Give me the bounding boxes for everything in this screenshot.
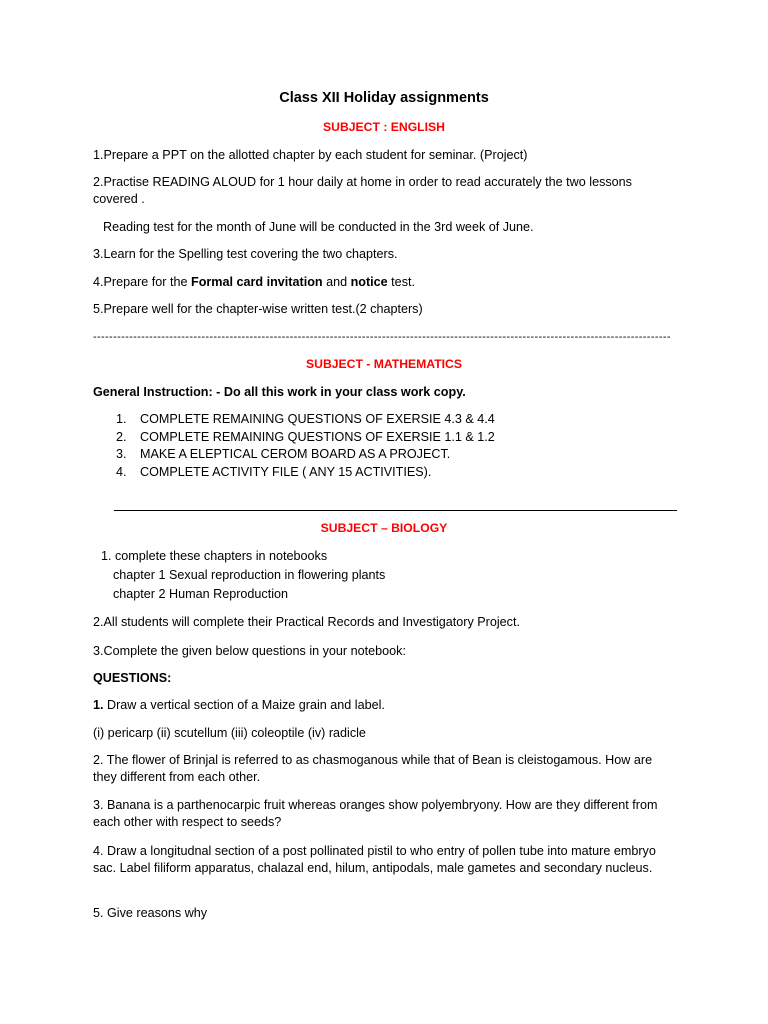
biology-chapter-2: chapter 2 Human Reproduction — [113, 587, 289, 601]
math-instruction: General Instruction: - Do all this work in your class work copy. — [93, 385, 466, 399]
english-heading: SUBJECT : ENGLISH — [323, 120, 445, 134]
math-item-text: COMPLETE REMAINING QUESTIONS OF EXERSIE 1.1 & 1.2 — [140, 430, 495, 444]
english-item-4-bold-2: notice — [350, 275, 388, 289]
english-item-1: 1.Prepare a PPT on the allotted chapter by each student for seminar. (Project) — [93, 148, 528, 162]
biology-item-2: 2.All students will complete their Practical Records and Investigatory Project. — [93, 615, 520, 629]
math-item-text: COMPLETE REMAINING QUESTIONS OF EXERSIE 4.3 & 4.4 — [140, 412, 495, 426]
questions-label: QUESTIONS: — [93, 671, 172, 685]
math-list-item — [116, 464, 431, 481]
biology-chapter-1: chapter 1 Sexual reproduction in flowering plants — [113, 568, 386, 582]
biology-item-1: 1. complete these chapters in notebooks — [101, 549, 328, 563]
english-item-5: 5.Prepare well for the chapter-wise written test.(2 chapters) — [93, 302, 423, 316]
math-item-text: MAKE A ELEPTICAL CEROM BOARD AS A PROJECT. — [140, 447, 451, 461]
english-item-4 — [93, 274, 415, 291]
question-1-parts: (i) pericarp (ii) scutellum (iii) coleoptile (iv) radicle — [93, 726, 366, 740]
math-item-number: 3. — [116, 447, 127, 461]
math-list-item — [116, 429, 495, 446]
biology-item-3: 3.Complete the given below questions in your notebook: — [93, 644, 406, 658]
question-3: 3. Banana is a parthenocarpic fruit whereas oranges show polyembryony. How are they different from each other with respect to seeds? — [93, 798, 658, 829]
math-list-item — [116, 446, 450, 463]
section-rule — [114, 510, 677, 511]
english-item-4-bold-1: Formal card invitation — [191, 275, 323, 289]
math-list-item — [116, 411, 495, 428]
question-1-number: 1. — [93, 698, 104, 712]
english-item-4-prefix: 4.Prepare for the — [93, 275, 192, 289]
english-reading-note: Reading test for the month of June will be conducted in the 3rd week of June. — [103, 220, 534, 234]
question-1-text: Draw a vertical section of a Maize grain and label. — [103, 698, 385, 712]
english-item-4-suffix: test. — [387, 275, 415, 289]
biology-heading: SUBJECT – BIOLOGY — [320, 521, 448, 535]
english-item-4-mid: and — [322, 275, 351, 289]
question-5: 5. Give reasons why — [93, 906, 208, 920]
page-title: Class XII Holiday assignments — [279, 90, 489, 106]
math-item-number: 4. — [116, 465, 127, 479]
math-heading: SUBJECT - MATHEMATICS — [306, 357, 462, 371]
question-1 — [93, 697, 385, 714]
question-4: 4. Draw a longitudnal section of a post pollinated pistil to who entry of pollen tube into mature embryo sac. Label filiform apparatus, chalazal end, hilum, antipodals, male gametes and secondary nucleus. — [93, 844, 656, 875]
math-item-text: COMPLETE ACTIVITY FILE ( ANY 15 ACTIVITIES). — [140, 465, 432, 479]
question-2: 2. The flower of Brinjal is referred to as chasmoganous while that of Bean is cleistogamous. How are they different from each other. — [93, 753, 653, 784]
math-item-number: 2. — [116, 430, 127, 444]
english-item-2: 2.Practise READING ALOUD for 1 hour daily at home in order to read accurately the two lessons covered . — [93, 175, 632, 206]
dashed-divider: ------------------------------------------------------------------------------------------------------------------------------------------------ — [93, 331, 671, 343]
english-item-3: 3.Learn for the Spelling test covering the two chapters. — [93, 247, 398, 261]
math-item-number: 1. — [116, 412, 127, 426]
